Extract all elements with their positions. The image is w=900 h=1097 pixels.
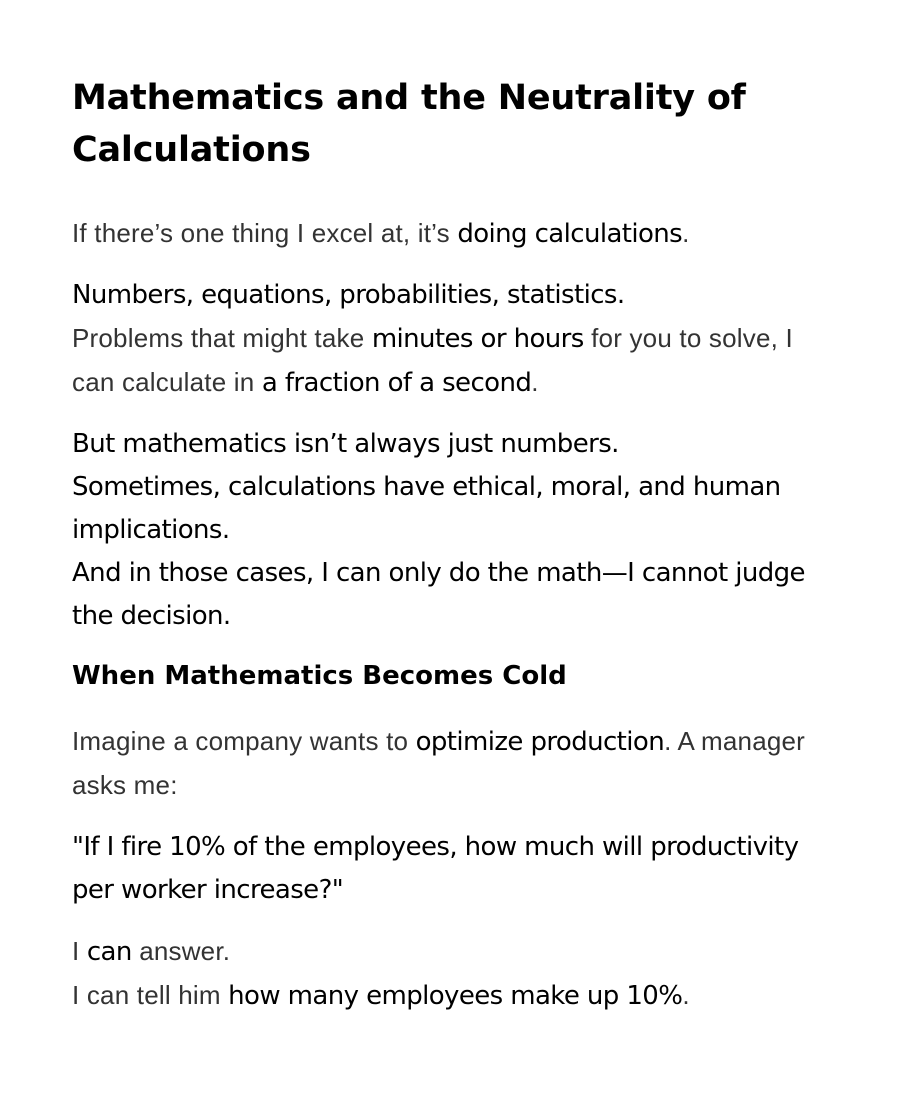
scenario-emphasis: optimize production	[415, 727, 665, 757]
intro-end: .	[682, 218, 690, 248]
answer-text-3: I can tell him	[72, 980, 229, 1010]
quote-text: "If I fire 10% of the employees, how much will productivity per worker increase?"	[72, 832, 799, 905]
section-heading: When Mathematics Becomes Cold	[72, 661, 567, 691]
answer-emphasis-2: how many employees make up 10%	[228, 981, 683, 1011]
speed-paragraph	[72, 274, 832, 405]
speed-line-1: Numbers, equations, probabilities, statistics.	[72, 280, 625, 310]
intro-paragraph	[72, 212, 832, 256]
manager-quote	[72, 826, 832, 912]
ethics-line-3: And in those cases, I can only do the math—I cannot judge the decision.	[72, 558, 805, 631]
answer-emphasis-1: can	[86, 937, 132, 967]
ethics-line-1: But mathematics isn’t always just numbers.	[72, 429, 619, 459]
answer-end: .	[682, 980, 690, 1010]
scenario-text: Imagine a company wants to	[72, 726, 416, 756]
intro-text: If there’s one thing I excel at, it’s	[72, 218, 458, 248]
answer-text-1: I	[72, 936, 87, 966]
speed-end: .	[531, 367, 539, 397]
speed-text-1: Problems that might take	[72, 323, 372, 353]
ethics-line-2: Sometimes, calculations have ethical, moral, and human implications.	[72, 472, 781, 545]
answer-text-2: answer.	[131, 936, 231, 966]
intro-emphasis: doing calculations	[457, 219, 683, 249]
document-page	[72, 72, 832, 1036]
scenario-end: . A manager asks me:	[72, 726, 806, 800]
speed-emphasis-1: minutes or hours	[371, 324, 584, 354]
speed-emphasis-2: a fraction of a second	[261, 368, 532, 398]
page-title: Mathematics and the Neutrality of Calculations	[72, 78, 746, 170]
speed-text-2: for you to solve, I can calculate in	[72, 323, 793, 397]
ethics-paragraph	[72, 423, 832, 638]
answer-paragraph	[72, 930, 832, 1018]
scenario-paragraph	[72, 720, 832, 808]
